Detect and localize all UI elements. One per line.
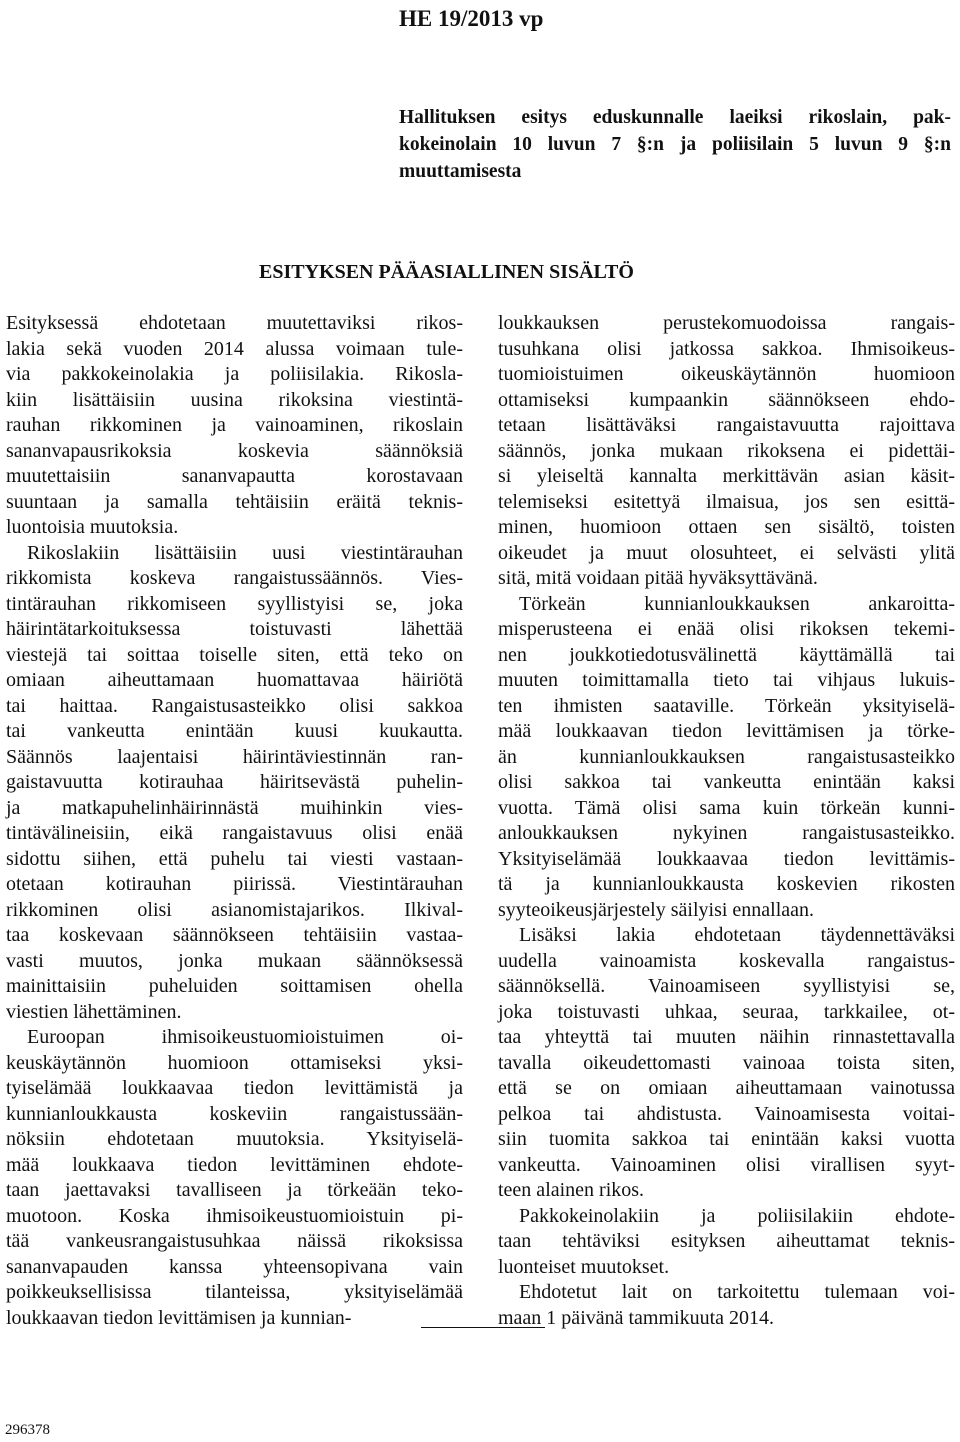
text-line: sananvapausrikoksia koskevia säännöksiä — [6, 439, 463, 462]
text-line: tavalla oikeudettomasti vainoaa toista siten, — [498, 1051, 955, 1074]
text-line: tuomioistuimen oikeuskäytännön huomioon — [498, 363, 955, 385]
text-line: kunnianloukkausta koskeviin rangaistussään- — [6, 1102, 463, 1125]
text-line: tintävälineisiin, eikä rangaistavuus olisi enää — [6, 822, 463, 844]
text-line: tä ja kunnianloukkausta koskevien rikosten — [498, 873, 955, 895]
text-line: maan 1 päivänä tammikuuta 2014. — [498, 1306, 775, 1329]
text-line: omiaan aiheuttamaan huomattavaa häiriötä — [6, 669, 463, 691]
text-line: tää vankeusrangaistusuhkaa näissä rikoksissa — [6, 1230, 463, 1252]
text-line: säännöksellä. Vainoamiseen syyllistyisi se, — [498, 975, 955, 997]
text-line: si yleiseltä kannalta merkittävän asian käsit- — [498, 465, 955, 487]
text-line: tai haittaa. Rangaistusasteikko olisi sakkoa — [6, 694, 463, 717]
text-line: poikkeuksellisissa tilanteissa, yksityiselämää — [6, 1281, 463, 1303]
text-line: taa koskevaan säännökseen tehtäisiin vastaa- — [6, 924, 463, 946]
text-line: mää loukkaava tiedon levittäminen ehdote- — [6, 1153, 463, 1176]
text-line: mää loukkaavan tiedon levittämisen ja törke- — [498, 720, 955, 742]
text-line: tetaan lisättäväksi rangaistavuutta rajoittava — [498, 414, 955, 436]
text-line: rikkominen olisi asianomistajarikos. Ilkival- — [6, 898, 463, 921]
text-line: tintärauhan rikkomiseen syyllistyisi se, joka — [6, 592, 463, 615]
text-line: minen, huomioon ottaen sen sisältö, toisten — [498, 516, 955, 538]
document-number: HE 19/2013 vp — [399, 6, 544, 31]
text-line: otetaan kotirauhan piirissä. Viestintärauhan — [6, 873, 463, 895]
text-line: taan jaettavaksi tavalliseen ja törkeään teko- — [6, 1179, 463, 1201]
text-line: syyteoikeusjärjestely säilyisi ennallaan. — [498, 898, 815, 921]
text-line: oikeudet ja muut olosuhteet, ei selvästi ylitä — [498, 541, 955, 564]
text-line: tai vankeutta enintään kuusi kuukautta. — [6, 720, 463, 742]
text-line: keuskäytännön huomioon ottamiseksi yksi- — [6, 1051, 463, 1074]
text-line: misperusteena ei enää olisi rikoksen tekemi- — [498, 618, 955, 640]
text-line: Pakkokeinolakiin ja poliisilakiin ehdote- — [519, 1204, 955, 1227]
text-line: viestien lähettäminen. — [6, 1000, 182, 1023]
text-line: Lisäksi lakia ehdotetaan täydennettäväksi — [519, 924, 955, 946]
text-line: muuten toimittamalla tieto tai vihjaus lukuis- — [498, 669, 955, 691]
text-line: taa yhteyttä tai muuten näihin rinnastettavalla — [498, 1026, 955, 1048]
text-line: anloukkauksen nykyinen rangaistusasteikko. — [498, 822, 955, 844]
text-line: viestejä tai soittaa toiselle siten, että teko on — [6, 643, 463, 666]
text-line: uudella vainoamista koskevalla rangaistus- — [498, 949, 955, 972]
text-line: Säännös laajentaisi häirintäviestinnän ran- — [6, 745, 463, 768]
title-line: muuttamisesta — [399, 161, 522, 182]
text-line: luontoisia muutoksia. — [6, 516, 179, 538]
text-line: nöksiin ehdotetaan muutoksia. Yksityiselä- — [6, 1128, 463, 1150]
left-column — [6, 311, 463, 1331]
text-line: rikkomista koskeva rangaistussäännös. Vies- — [6, 567, 463, 589]
text-line: Törkeän kunnianloukkauksen ankaroitta- — [519, 592, 955, 615]
text-line: Esityksessä ehdotetaan muutettaviksi rikos- — [6, 312, 463, 334]
text-line: ja matkapuhelinhäirinnästä muihinkin vies- — [6, 796, 463, 819]
text-line: rauhan rikkominen ja vainoaminen, rikoslain — [6, 414, 463, 436]
text-line: än kunnianloukkauksen rangaistusasteikko — [498, 745, 955, 768]
text-line: muutettaisiin sananvapautta korostavaan — [6, 465, 463, 487]
text-line: tusuhkana olisi jatkossa sakkoa. Ihmisoikeus- — [498, 337, 955, 360]
text-line: olisi sakkoa tai vankeutta enintään kaksi — [498, 771, 955, 793]
text-line: säännös, jonka mukaan rikoksena ei pidettäi- — [498, 439, 955, 462]
text-line: telemiseksi esitettyä ilmaisua, jos sen esittä- — [498, 490, 955, 513]
text-line: sananvapauden kanssa yhteensopivana vain — [6, 1255, 463, 1278]
text-line: Ehdotetut lait on tarkoitettu tulemaan voi- — [519, 1281, 955, 1303]
text-line: häirintätarkoituksessa toistuvasti lähettää — [6, 618, 463, 640]
text-line: siin tuomita sakkoa tai enintään kaksi vuotta — [498, 1128, 955, 1150]
title-line: Hallituksen esitys eduskunnalle laeiksi rikoslain, pak- — [399, 107, 951, 128]
title-line: kokeinolain 10 luvun 7 §:n ja poliisilain 5 luvun 9 §:n — [399, 134, 951, 155]
text-line: muotoon. Koska ihmisoikeustuomioistuin pi- — [6, 1204, 463, 1227]
text-line: Euroopan ihmisoikeustuomioistuimen oi- — [27, 1026, 463, 1048]
text-line: vasti muutos, jonka mukaan säännöksessä — [6, 949, 463, 972]
section-heading: ESITYKSEN PÄÄASIALLINEN SISÄLTÖ — [259, 261, 634, 283]
text-line: tyiselämää loukkaavaa tiedon levittämistä ja — [6, 1077, 463, 1099]
text-line: kiin lisättäisiin uusina rikoksina viestintä- — [6, 388, 463, 411]
text-line: että se on omiaan aiheuttamaan vainotussa — [498, 1077, 955, 1099]
text-line: pelkoa tai ahdistusta. Vainoamisesta voitai- — [498, 1102, 955, 1125]
text-line: nen joukkotiedotusvälinettä käyttämällä tai — [498, 643, 955, 666]
text-line: sitä, mitä voidaan pitää hyväksyttävänä. — [498, 567, 818, 589]
right-column — [498, 311, 955, 1331]
page-number: 296378 — [5, 1422, 50, 1438]
text-line: lakia sekä vuoden 2014 alussa voimaan tule- — [6, 337, 463, 360]
text-line: loukkauksen perustekomuodoissa rangais- — [498, 312, 955, 334]
text-line: ten ihmisten saataville. Törkeän yksityiselä- — [498, 694, 955, 717]
text-line: mainittaisiin puheluiden soittamisen ohella — [6, 975, 463, 997]
document-title — [399, 104, 951, 185]
text-line: Yksityiselämää loukkaavaa tiedon levittämis- — [498, 847, 955, 870]
text-line: Rikoslakiin lisättäisiin uusi viestintärauhan — [27, 541, 463, 564]
text-line: loukkaavan tiedon levittämisen ja kunnian- — [6, 1306, 352, 1329]
text-line: teen alainen rikos. — [498, 1179, 645, 1201]
text-line: vuotta. Tämä olisi sama kuin törkeän kunni- — [498, 796, 955, 819]
text-line: vankeutta. Vainoaminen olisi virallisen syyt- — [498, 1153, 955, 1176]
text-line: luonteiset muutokset. — [498, 1255, 670, 1278]
text-line: joka toistuvasti uhkaa, seuraa, tarkkailee, ot- — [498, 1000, 955, 1023]
text-line: suuntaan ja samalla tehtäisiin eräitä teknis- — [6, 490, 463, 513]
text-line: via pakkokeinolakia ja poliisilakia. Rikosla- — [6, 363, 463, 385]
end-rule — [421, 1327, 545, 1328]
text-line: sidottu siihen, että puhelu tai viesti vastaan- — [6, 847, 463, 870]
text-line: ottamiseksi kumpaankin säännökseen ehdo- — [498, 388, 955, 411]
text-line: taan tehtäviksi esityksen aiheuttamat teknis- — [498, 1230, 955, 1252]
text-line: gaistavuutta kotirauhaa häiritsevästä puhelin- — [6, 771, 463, 793]
